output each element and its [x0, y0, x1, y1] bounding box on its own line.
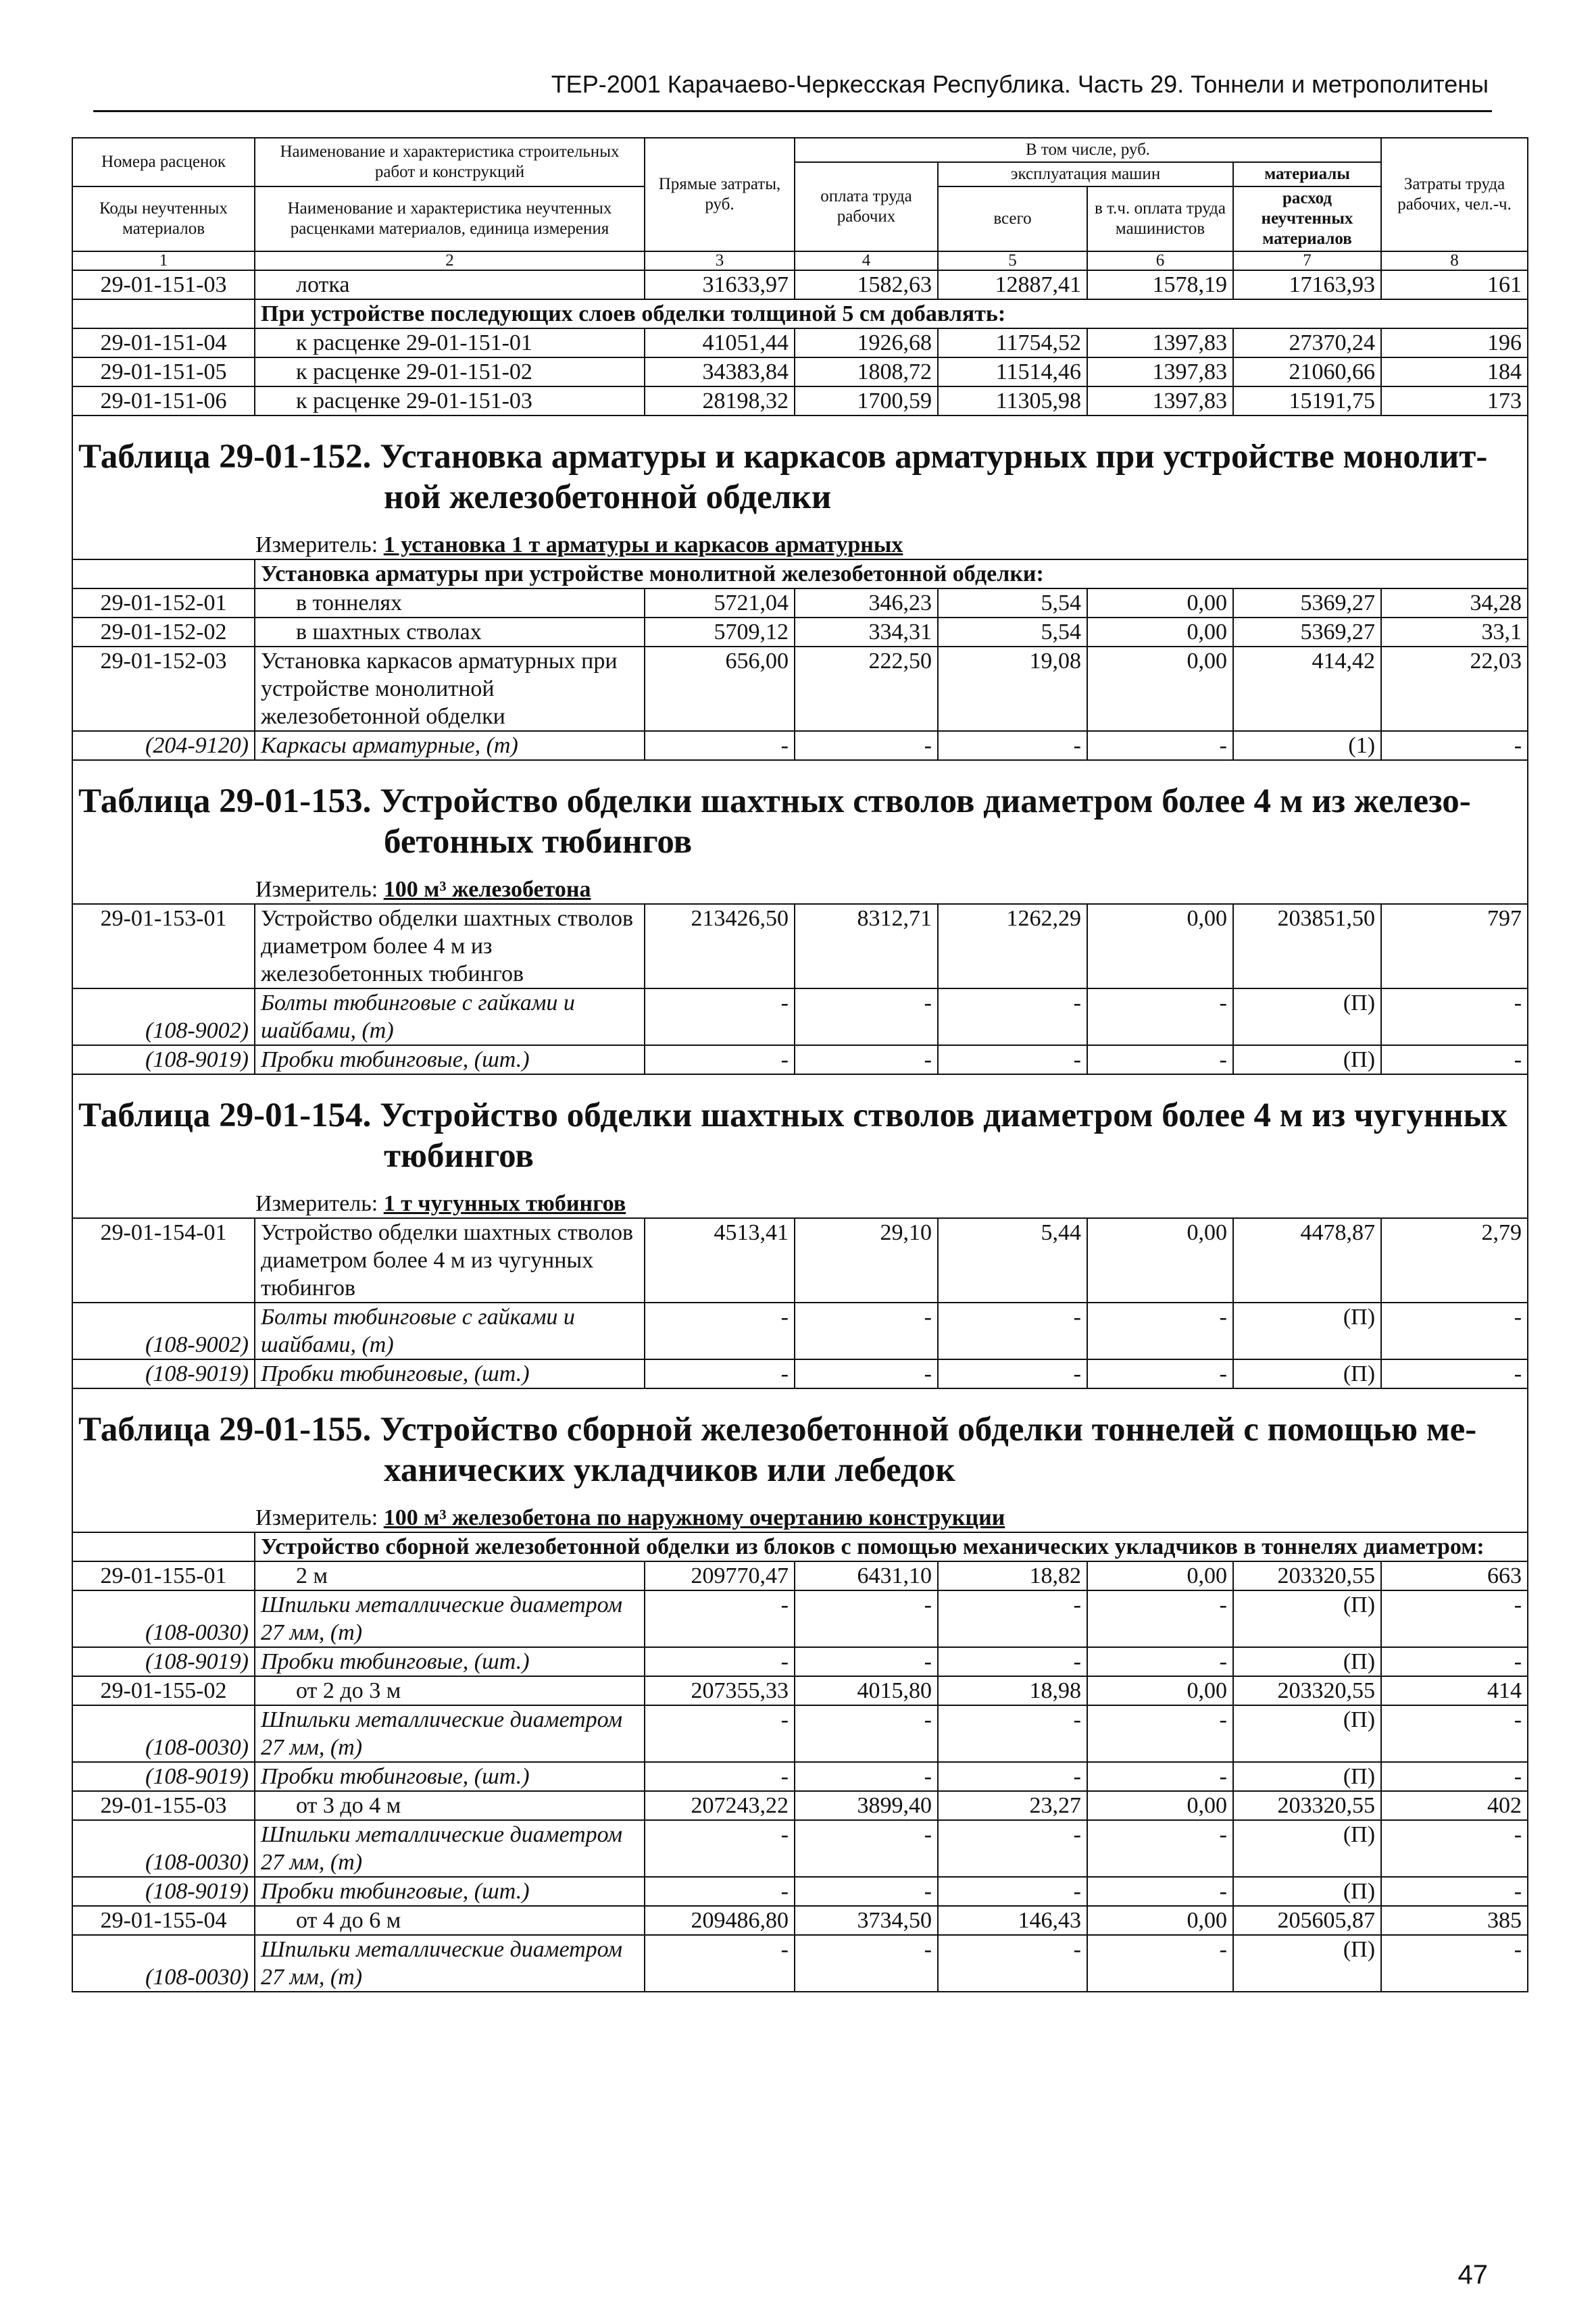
cost-value-8: 663: [1381, 1561, 1528, 1590]
cost-value-4: 1582,63: [795, 270, 938, 299]
cost-value-6: 1397,83: [1087, 386, 1233, 416]
subhead-spacer: [72, 1532, 255, 1561]
cost-value-6: 0,00: [1087, 1676, 1233, 1705]
col-incl: В том числе, руб.: [795, 138, 1381, 162]
col-code-top: Номера расценок: [72, 138, 255, 186]
cost-value-7: (П): [1233, 1647, 1381, 1676]
material-row: [72, 1303, 1528, 1359]
page-number: 47: [1457, 2260, 1488, 2290]
cost-value-6: -: [1087, 1877, 1233, 1906]
col-num: 3: [645, 251, 795, 270]
col-machines: эксплуатация машин: [938, 162, 1233, 186]
table-row: [72, 618, 1528, 647]
cost-value-3: -: [645, 1877, 795, 1906]
rate-code: 29-01-152-03: [72, 647, 255, 731]
cost-value-5: -: [938, 1647, 1087, 1676]
cost-value-6: -: [1087, 1303, 1233, 1359]
cost-value-5: 5,54: [938, 588, 1087, 618]
material-row: [72, 1877, 1528, 1906]
col-num: 2: [255, 251, 645, 270]
cost-value-3: 656,00: [645, 647, 795, 731]
cost-value-7: (П): [1233, 1877, 1381, 1906]
cost-value-7: 5369,27: [1233, 588, 1381, 618]
cost-value-4: 334,31: [795, 618, 938, 647]
cost-value-6: 1578,19: [1087, 270, 1233, 299]
cost-value-3: 209486,80: [645, 1906, 795, 1935]
cost-value-4: -: [795, 1590, 938, 1647]
col-mach-total: всего: [938, 186, 1087, 251]
cost-value-8: 414: [1381, 1676, 1528, 1705]
work-name: от 4 до 6 м: [255, 1906, 645, 1935]
cost-value-8: 2,79: [1381, 1218, 1528, 1303]
cost-value-7: (П): [1233, 1359, 1381, 1388]
cost-value-7: 21060,66: [1233, 357, 1381, 386]
material-code: (108-9019): [72, 1045, 255, 1074]
material-row: [72, 1045, 1528, 1074]
cost-value-7: (П): [1233, 1762, 1381, 1791]
cost-value-4: 4015,80: [795, 1676, 938, 1705]
page-header: ТЕР-2001 Карачаево-Черкесская Республика. Часть 29. Тоннели и метрополитены: [551, 70, 1489, 98]
cost-value-5: 19,08: [938, 647, 1087, 731]
cost-value-7: 27370,24: [1233, 328, 1381, 357]
work-name: 2 м: [255, 1561, 645, 1590]
table-title: Таблица 29-01-152. Установка арматуры и каркасов арматурных при устройстве монолит-: [78, 438, 1488, 476]
cost-value-5: -: [938, 1303, 1087, 1359]
cost-value-3: -: [645, 731, 795, 760]
cost-value-3: -: [645, 1762, 795, 1791]
cost-value-4: -: [795, 731, 938, 760]
cost-value-7: 203320,55: [1233, 1791, 1381, 1820]
cost-value-7: 205605,87: [1233, 1906, 1381, 1935]
work-name: Устройство обделки шахтных стволов диаметром более 4 м из чугунных тюбингов: [255, 1218, 645, 1303]
table-row: [72, 1218, 1528, 1303]
column-numbers-row: [72, 251, 1528, 270]
cost-value-6: 0,00: [1087, 588, 1233, 618]
header-row-1: [72, 138, 1528, 162]
cost-value-3: 31633,97: [645, 270, 795, 299]
material-name: Каркасы арматурные, (т): [255, 731, 645, 760]
col-mat-sub: расход неучтенных материалов: [1233, 186, 1381, 251]
table-title-row: [72, 760, 1528, 862]
cost-value-5: -: [938, 1762, 1087, 1791]
cost-value-7: 15191,75: [1233, 386, 1381, 416]
cost-value-5: 1262,29: [938, 904, 1087, 988]
col-num: 8: [1381, 251, 1528, 270]
col-num: 5: [938, 251, 1087, 270]
subhead-text: Установка арматуры при устройстве монолитной железобетонной обделки:: [255, 559, 1528, 588]
cost-value-8: 184: [1381, 357, 1528, 386]
material-code: (108-0030): [72, 1590, 255, 1647]
rate-code: 29-01-155-02: [72, 1676, 255, 1705]
material-code: (108-0030): [72, 1705, 255, 1762]
cost-value-4: 6431,10: [795, 1561, 938, 1590]
cost-value-8: -: [1381, 1762, 1528, 1791]
cost-value-5: -: [938, 1590, 1087, 1647]
col-name-bottom: Наименование и характеристика неучтенных расценками материалов, единица измерения: [255, 186, 645, 251]
table-title-row: [72, 1074, 1528, 1176]
work-name: Устройство обделки шахтных стволов диаметром более 4 м из железобетонных тюбингов: [255, 904, 645, 988]
cost-value-4: 1808,72: [795, 357, 938, 386]
cost-value-8: -: [1381, 1045, 1528, 1074]
col-name-top: Наименование и характеристика строительных работ и конструкций: [255, 138, 645, 186]
material-name: Болты тюбинговые с гайками и шайбами, (т): [255, 1303, 645, 1359]
cost-value-4: 3734,50: [795, 1906, 938, 1935]
cost-value-7: 203851,50: [1233, 904, 1381, 988]
cost-value-8: 22,03: [1381, 647, 1528, 731]
table-row: [72, 328, 1528, 357]
rate-code: 29-01-155-01: [72, 1561, 255, 1590]
table-row: [72, 647, 1528, 731]
cost-value-7: 4478,87: [1233, 1218, 1381, 1303]
table-title-cont: бетонных тюбингов: [384, 823, 693, 861]
subhead-text: Устройство сборной железобетонной обделки из блоков с помощью механических укладчиков в тоннелях диаметром:: [255, 1532, 1528, 1561]
material-name: Пробки тюбинговые, (шт.): [255, 1762, 645, 1791]
material-code: (108-0030): [72, 1935, 255, 1992]
work-name: в шахтных стволах: [255, 618, 645, 647]
cost-value-7: (1): [1233, 731, 1381, 760]
table-row: [72, 1561, 1528, 1590]
work-name: от 3 до 4 м: [255, 1791, 645, 1820]
rate-code: 29-01-152-02: [72, 618, 255, 647]
col-code-bottom: Коды неучтенных материалов: [72, 186, 255, 251]
material-row: [72, 988, 1528, 1045]
material-code: (204-9120): [72, 731, 255, 760]
measure-label: Измеритель:: [255, 532, 378, 557]
col-mach-wages: в т.ч. оплата труда машинистов: [1087, 186, 1233, 251]
cost-value-8: -: [1381, 1877, 1528, 1906]
table-row: [72, 588, 1528, 618]
cost-value-6: 1397,83: [1087, 357, 1233, 386]
cost-value-4: 29,10: [795, 1218, 938, 1303]
cost-value-7: (П): [1233, 1303, 1381, 1359]
material-name: Шпильки металлические диаметром 27 мм, (т): [255, 1820, 645, 1877]
table-title-cont: тюбингов: [384, 1137, 534, 1175]
cost-value-3: 4513,41: [645, 1218, 795, 1303]
cost-value-5: 23,27: [938, 1791, 1087, 1820]
rate-code: 29-01-151-03: [72, 270, 255, 299]
cost-value-3: 5721,04: [645, 588, 795, 618]
work-name: к расценке 29-01-151-02: [255, 357, 645, 386]
table-title-row: [72, 416, 1528, 518]
rate-code: 29-01-154-01: [72, 1218, 255, 1303]
cost-value-6: -: [1087, 1359, 1233, 1388]
cost-value-5: -: [938, 1877, 1087, 1906]
price-table: [72, 137, 1528, 1992]
cost-value-5: 5,54: [938, 618, 1087, 647]
cost-value-7: 414,42: [1233, 647, 1381, 731]
table-row: [72, 1676, 1528, 1705]
cost-value-4: -: [795, 1303, 938, 1359]
cost-value-3: 28198,32: [645, 386, 795, 416]
table-title: Таблица 29-01-153. Устройство обделки шахтных стволов диаметром более 4 м из железо-: [78, 782, 1471, 820]
cost-value-7: (П): [1233, 1590, 1381, 1647]
cost-value-6: -: [1087, 1935, 1233, 1992]
rate-code: 29-01-155-04: [72, 1906, 255, 1935]
cost-value-5: 5,44: [938, 1218, 1087, 1303]
measure-label: Измеритель:: [255, 1191, 378, 1216]
material-code: (108-9002): [72, 988, 255, 1045]
cost-value-4: 346,23: [795, 588, 938, 618]
cost-value-4: -: [795, 1935, 938, 1992]
cost-value-8: -: [1381, 1647, 1528, 1676]
cost-value-7: (П): [1233, 988, 1381, 1045]
cost-value-8: -: [1381, 1303, 1528, 1359]
rate-code: 29-01-151-04: [72, 328, 255, 357]
cost-value-4: -: [795, 1820, 938, 1877]
cost-value-7: (П): [1233, 1705, 1381, 1762]
cost-value-5: 18,98: [938, 1676, 1087, 1705]
work-name: от 2 до 3 м: [255, 1676, 645, 1705]
cost-value-3: -: [645, 1705, 795, 1762]
col-direct-costs: Прямые затраты, руб.: [645, 138, 795, 251]
material-name: Шпильки металлические диаметром 27 мм, (т): [255, 1590, 645, 1647]
cost-value-5: 11754,52: [938, 328, 1087, 357]
material-code: (108-9002): [72, 1303, 255, 1359]
cost-value-3: -: [645, 1590, 795, 1647]
cost-value-5: 146,43: [938, 1906, 1087, 1935]
cost-value-5: 12887,41: [938, 270, 1087, 299]
cost-value-3: -: [645, 1359, 795, 1388]
work-name: лотка: [255, 270, 645, 299]
cost-value-5: -: [938, 1705, 1087, 1762]
cost-value-4: -: [795, 1877, 938, 1906]
rate-code: 29-01-153-01: [72, 904, 255, 988]
cost-value-4: 222,50: [795, 647, 938, 731]
work-name: к расценке 29-01-151-03: [255, 386, 645, 416]
cost-value-8: 173: [1381, 386, 1528, 416]
cost-value-8: 33,1: [1381, 618, 1528, 647]
material-code: (108-9019): [72, 1762, 255, 1791]
rate-code: 29-01-155-03: [72, 1791, 255, 1820]
col-wages: оплата труда рабочих: [795, 162, 938, 251]
cost-value-8: 161: [1381, 270, 1528, 299]
cost-value-7: (П): [1233, 1935, 1381, 1992]
cost-value-6: 1397,83: [1087, 328, 1233, 357]
cost-value-5: -: [938, 731, 1087, 760]
material-row: [72, 731, 1528, 760]
material-code: (108-9019): [72, 1359, 255, 1388]
col-num: 1: [72, 251, 255, 270]
cost-value-3: 34383,84: [645, 357, 795, 386]
material-code: (108-0030): [72, 1820, 255, 1877]
cost-value-4: 3899,40: [795, 1791, 938, 1820]
col-num: 7: [1233, 251, 1381, 270]
measure-value: 1 т чугунных тюбингов: [383, 1191, 626, 1216]
cost-value-6: -: [1087, 1705, 1233, 1762]
cost-value-6: -: [1087, 1045, 1233, 1074]
cost-value-8: 196: [1381, 328, 1528, 357]
cost-value-6: 0,00: [1087, 1561, 1233, 1590]
subhead-text: При устройстве последующих слоев обделки толщиной 5 см добавлять:: [255, 299, 1528, 328]
material-code: (108-9019): [72, 1647, 255, 1676]
material-name: Болты тюбинговые с гайками и шайбами, (т): [255, 988, 645, 1045]
work-name: к расценке 29-01-151-01: [255, 328, 645, 357]
cost-value-6: 0,00: [1087, 647, 1233, 731]
measure-row: [72, 1490, 1528, 1532]
table-row: [72, 904, 1528, 988]
cost-value-8: 402: [1381, 1791, 1528, 1820]
cost-value-4: -: [795, 1705, 938, 1762]
table-title: Таблица 29-01-155. Устройство сборной железобетонной обделки тоннелей с помощью ме-: [78, 1411, 1477, 1449]
cost-value-5: 11514,46: [938, 357, 1087, 386]
col-materials: материалы: [1233, 162, 1381, 186]
cost-value-3: -: [645, 1820, 795, 1877]
cost-value-7: 17163,93: [1233, 270, 1381, 299]
material-row: [72, 1935, 1528, 1992]
material-row: [72, 1705, 1528, 1762]
table-title-cont: ханических укладчиков или лебедок: [384, 1451, 955, 1489]
cost-value-7: 5369,27: [1233, 618, 1381, 647]
cost-value-3: 213426,50: [645, 904, 795, 988]
cost-value-7: (П): [1233, 1045, 1381, 1074]
cost-value-5: -: [938, 1935, 1087, 1992]
measure-row: [72, 862, 1528, 904]
cost-value-3: -: [645, 1045, 795, 1074]
cost-value-6: -: [1087, 988, 1233, 1045]
measure-label: Измеритель:: [255, 877, 378, 902]
subhead-spacer: [72, 299, 255, 328]
cost-value-8: -: [1381, 988, 1528, 1045]
cost-value-5: -: [938, 1045, 1087, 1074]
cost-value-4: 1700,59: [795, 386, 938, 416]
cost-value-3: -: [645, 1935, 795, 1992]
table-title: Таблица 29-01-154. Устройство обделки шахтных стволов диаметром более 4 м из чугунных: [78, 1097, 1507, 1134]
cost-value-6: 0,00: [1087, 1906, 1233, 1935]
cost-value-4: -: [795, 1359, 938, 1388]
material-name: Пробки тюбинговые, (шт.): [255, 1647, 645, 1676]
material-row: [72, 1762, 1528, 1791]
measure-label: Измеритель:: [255, 1505, 378, 1530]
header-rule: [93, 110, 1492, 112]
section-subhead: [72, 1532, 1528, 1561]
cost-value-5: -: [938, 1359, 1087, 1388]
cost-value-4: -: [795, 1762, 938, 1791]
col-labor: Затраты труда рабочих, чел.-ч.: [1381, 138, 1528, 251]
cost-value-6: -: [1087, 1820, 1233, 1877]
cost-value-3: -: [645, 988, 795, 1045]
cost-value-3: 5709,12: [645, 618, 795, 647]
cost-value-3: 207355,33: [645, 1676, 795, 1705]
cost-value-3: 207243,22: [645, 1791, 795, 1820]
work-name: Установка каркасов арматурных при устройстве монолитной железобетонной обделки: [255, 647, 645, 731]
cost-value-3: 209770,47: [645, 1561, 795, 1590]
col-num: 4: [795, 251, 938, 270]
material-name: Пробки тюбинговые, (шт.): [255, 1877, 645, 1906]
measure-row: [72, 518, 1528, 559]
measure-value: 100 м³ железобетона: [383, 877, 591, 902]
table-title-row: [72, 1388, 1528, 1490]
cost-value-6: -: [1087, 1762, 1233, 1791]
cost-value-7: (П): [1233, 1820, 1381, 1877]
cost-value-8: -: [1381, 1590, 1528, 1647]
cost-value-5: 11305,98: [938, 386, 1087, 416]
cost-value-6: 0,00: [1087, 618, 1233, 647]
material-name: Шпильки металлические диаметром 27 мм, (т): [255, 1705, 645, 1762]
cost-value-6: -: [1087, 1647, 1233, 1676]
cost-value-7: 203320,55: [1233, 1676, 1381, 1705]
cost-value-6: -: [1087, 731, 1233, 760]
measure-row: [72, 1176, 1528, 1218]
cost-value-8: 385: [1381, 1906, 1528, 1935]
table-row: [72, 357, 1528, 386]
cost-value-8: -: [1381, 731, 1528, 760]
table-row: [72, 270, 1528, 299]
cost-value-5: -: [938, 1820, 1087, 1877]
cost-value-3: -: [645, 1303, 795, 1359]
cost-value-6: 0,00: [1087, 904, 1233, 988]
material-code: (108-9019): [72, 1877, 255, 1906]
cost-value-5: -: [938, 988, 1087, 1045]
cost-value-4: -: [795, 988, 938, 1045]
cost-value-8: 797: [1381, 904, 1528, 988]
measure-value: 100 м³ железобетона по наружному очертанию конструкции: [383, 1505, 1005, 1530]
material-name: Шпильки металлические диаметром 27 мм, (т): [255, 1935, 645, 1992]
cost-value-6: 0,00: [1087, 1791, 1233, 1820]
measure-value: 1 установка 1 т арматуры и каркасов арматурных: [383, 532, 903, 557]
cost-value-3: 41051,44: [645, 328, 795, 357]
material-row: [72, 1820, 1528, 1877]
table-row: [72, 386, 1528, 416]
rate-code: 29-01-151-06: [72, 386, 255, 416]
cost-value-8: -: [1381, 1705, 1528, 1762]
subhead-spacer: [72, 559, 255, 588]
material-row: [72, 1359, 1528, 1388]
cost-value-7: 203320,55: [1233, 1561, 1381, 1590]
cost-value-8: -: [1381, 1935, 1528, 1992]
work-name: в тоннелях: [255, 588, 645, 618]
material-name: Пробки тюбинговые, (шт.): [255, 1045, 645, 1074]
rate-code: 29-01-152-01: [72, 588, 255, 618]
col-num: 6: [1087, 251, 1233, 270]
material-row: [72, 1590, 1528, 1647]
cost-value-6: 0,00: [1087, 1218, 1233, 1303]
cost-value-3: -: [645, 1647, 795, 1676]
table-row: [72, 1906, 1528, 1935]
cost-value-6: -: [1087, 1590, 1233, 1647]
material-row: [72, 1647, 1528, 1676]
cost-value-8: -: [1381, 1820, 1528, 1877]
table-body: [72, 138, 1528, 1992]
section-subhead: [72, 559, 1528, 588]
cost-value-4: 1926,68: [795, 328, 938, 357]
cost-value-4: -: [795, 1647, 938, 1676]
material-name: Пробки тюбинговые, (шт.): [255, 1359, 645, 1388]
cost-value-4: 8312,71: [795, 904, 938, 988]
cost-value-8: -: [1381, 1359, 1528, 1388]
table-row: [72, 1791, 1528, 1820]
cost-value-5: 18,82: [938, 1561, 1087, 1590]
rate-code: 29-01-151-05: [72, 357, 255, 386]
cost-value-8: 34,28: [1381, 588, 1528, 618]
table-title-cont: ной железобетонной обделки: [384, 478, 832, 516]
cost-value-4: -: [795, 1045, 938, 1074]
section-subhead: [72, 299, 1528, 328]
